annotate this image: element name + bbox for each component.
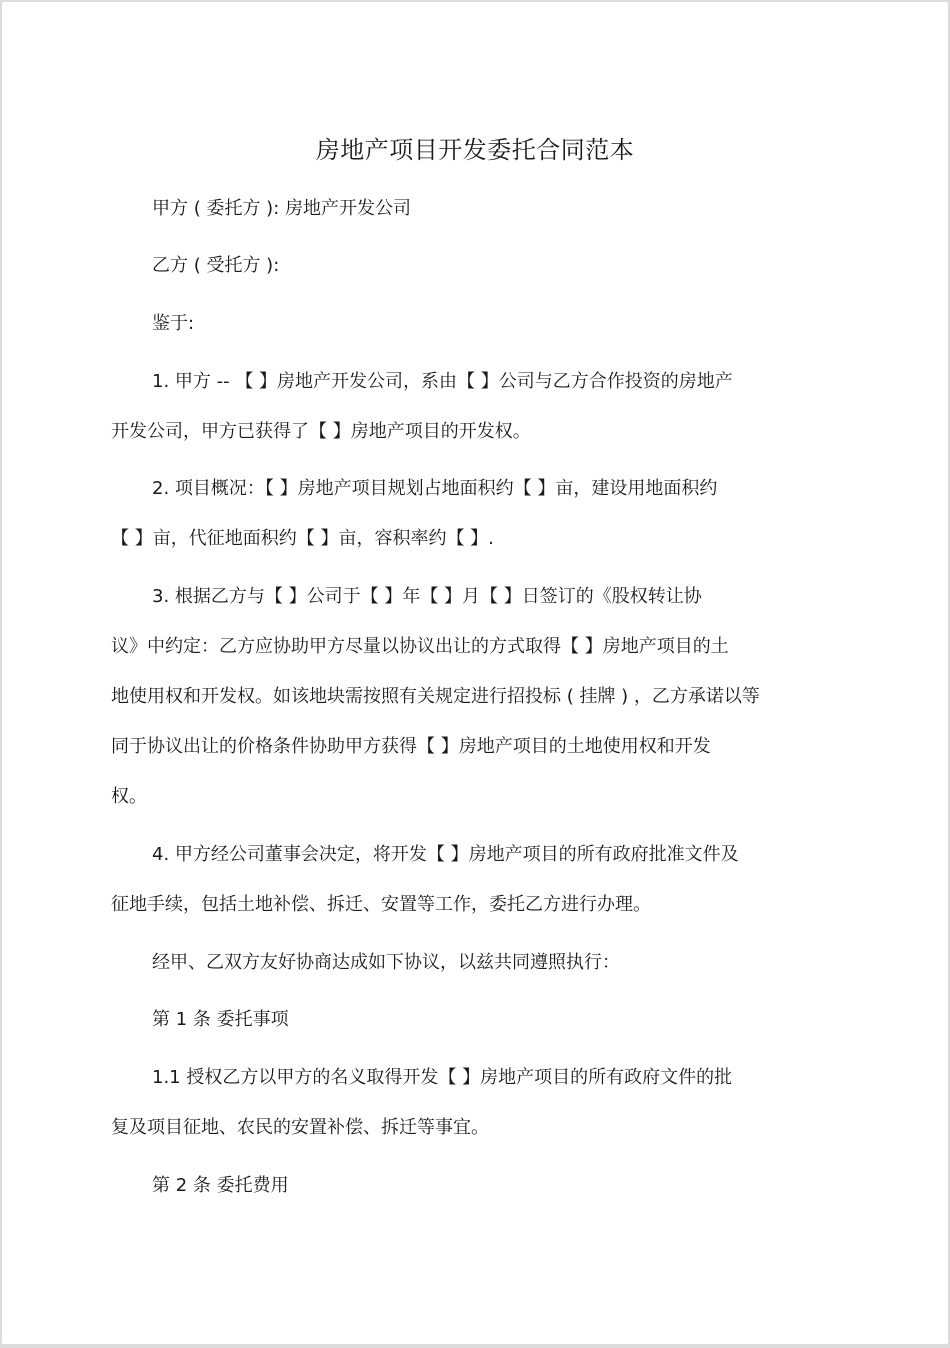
recital-1-line-1: 1. 甲方 -- 【 】房地产开发公司，系由【 】公司与乙方合作投资的房地产 — [152, 371, 733, 392]
party-a-line: 甲方 ( 委托方 ): 房地产开发公司 — [152, 198, 411, 219]
recital-3-line-3: 地使用权和开发权。如该地块需按照有关规定进行招投标 ( 挂牌 ) ，乙方承诺以等 — [111, 686, 760, 707]
document-title: 房地产项目开发委托合同范本 — [315, 136, 635, 164]
agreement-intro: 经甲、乙双方友好协商达成如下协议，以兹共同遵照执行： — [152, 952, 620, 973]
recital-2-line-1: 2. 项目概况：【 】房地产项目规划占地面积约【 】亩，建设用地面积约 — [152, 478, 718, 499]
recital-4-line-1: 4. 甲方经公司董事会决定，将开发【 】房地产项目的所有政府批准文件及 — [152, 844, 739, 865]
recital-3-line-4: 同于协议出让的价格条件协助甲方获得【 】房地产项目的土地使用权和开发 — [111, 736, 711, 757]
article-1-heading: 第 1 条 委托事项 — [152, 1009, 289, 1030]
recital-3-line-2: 议》中约定：乙方应协助甲方尽量以协议出让的方式取得【 】房地产项目的土 — [111, 636, 729, 657]
clause-1-1-line-1: 1.1 授权乙方以甲方的名义取得开发【 】房地产项目的所有政府文件的批 — [152, 1067, 733, 1088]
recital-3-line-1: 3. 根据乙方与【 】公司于【 】年【 】月【 】日签订的《股权转让协 — [152, 586, 702, 607]
document-page — [2, 2, 948, 1344]
article-2-heading: 第 2 条 委托费用 — [152, 1175, 289, 1196]
recital-3-line-5: 权。 — [111, 786, 147, 807]
recital-2-line-2: 【 】亩，代征地面积约【 】亩，容积率约【 】. — [111, 528, 494, 549]
recital-1-line-2: 开发公司，甲方已获得了【 】房地产项目的开发权。 — [111, 421, 531, 442]
clause-1-1-line-2: 复及项目征地、农民的安置补偿、拆迁等事宜。 — [111, 1117, 489, 1138]
party-b-line: 乙方 ( 受托方 ): — [152, 255, 280, 276]
recital-4-line-2: 征地手续，包括土地补偿、拆迁、安置等工作，委托乙方进行办理。 — [111, 894, 651, 915]
whereas-heading: 鉴于: — [152, 313, 195, 334]
